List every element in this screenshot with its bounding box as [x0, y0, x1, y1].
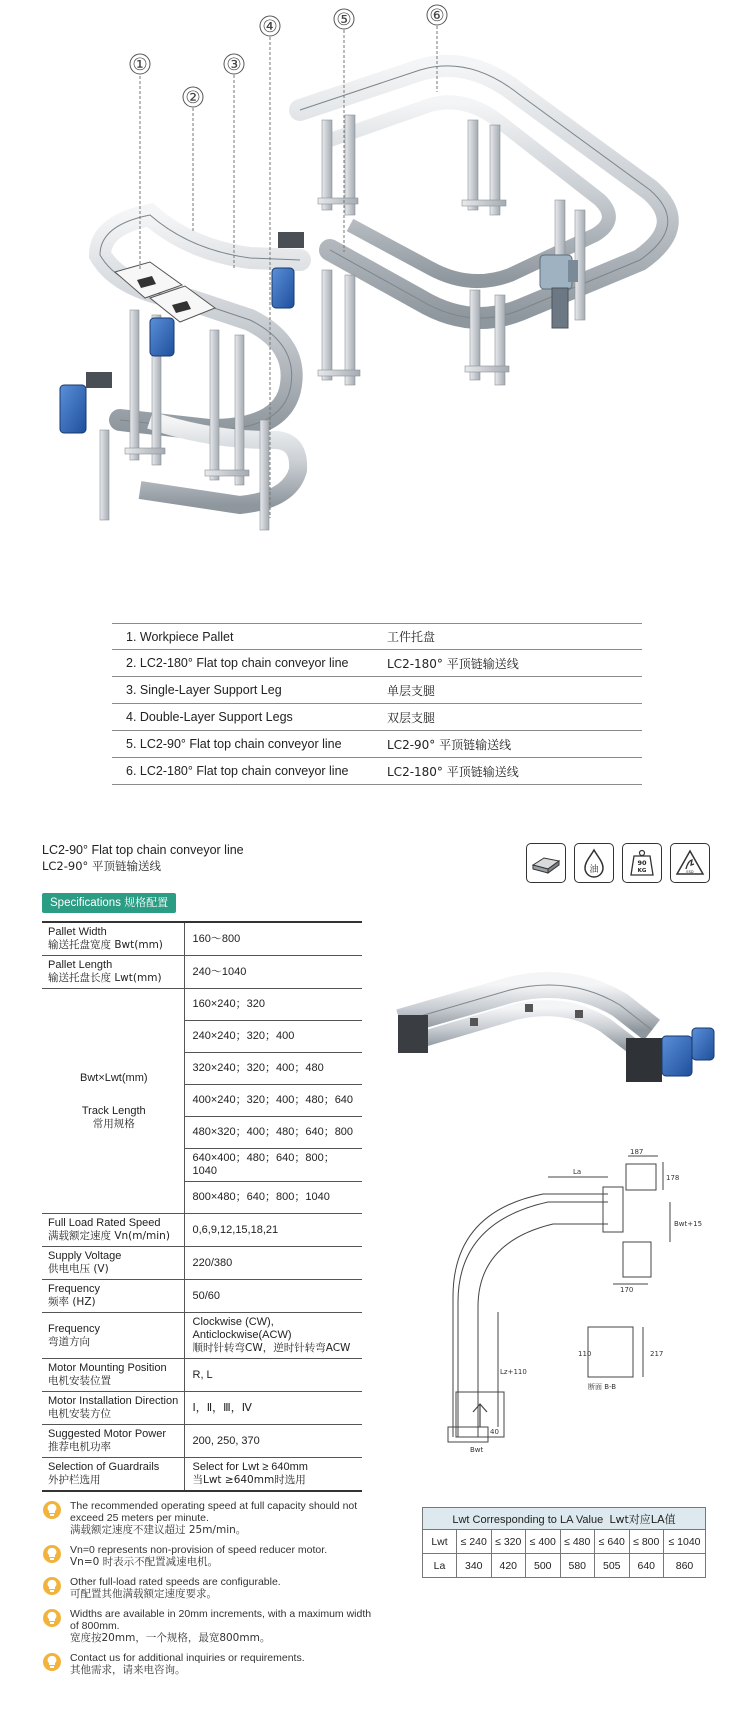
part-name-en: 1. Workpiece Pallet [126, 629, 234, 644]
spec-value: 220/380 [184, 1247, 362, 1280]
spec-key-en: Supply Voltage [48, 1250, 122, 1262]
part-name-cn: LC2-90° 平顶链输送线 [387, 737, 512, 752]
parts-row [112, 731, 642, 758]
spec-value: 240～1040 [184, 956, 362, 989]
spec-key-en: Suggested Motor Power [48, 1428, 167, 1440]
spec-key-en: Frequency [48, 1322, 100, 1335]
la-value-table [422, 1507, 706, 1578]
spec-row-mount-direction [42, 1392, 362, 1425]
la-cell: ≤ 640 [595, 1530, 630, 1554]
dim-170: 170 [620, 1286, 634, 1294]
track-size-label-a: Bwt×Lwt(mm) [79, 1071, 148, 1084]
note-item [42, 1544, 382, 1568]
esd-badge [670, 843, 710, 883]
part-name-en: 4. Double-Layer Support Legs [126, 710, 293, 724]
note-en: Vn=0 represents non-provision of speed reducer motor. [70, 1544, 328, 1556]
svg-text:KG: KG [637, 868, 647, 874]
lightbulb-icon [42, 1576, 62, 1596]
note-cn: 宽度按20mm，一个规格，最宽800mm。 [70, 1632, 271, 1644]
note-en: The recommended operating speed at full capacity should not exceed 25 meters per minute. [70, 1500, 358, 1524]
callout-4: ④ [262, 17, 278, 37]
part-name-en: 5. LC2-90° Flat top chain conveyor line [126, 737, 342, 751]
conveyor-system-drawing [0, 0, 750, 610]
la-cell: 580 [560, 1554, 595, 1578]
dim-bwt: Bwt [470, 1446, 484, 1454]
track-size-value: 640×400；480；640；800；1040 [184, 1149, 362, 1182]
notes-list [42, 1500, 382, 1684]
spec-row-mount-position [42, 1359, 362, 1392]
spec-key-en: Selection of Guardrails [48, 1461, 160, 1473]
note-cn: 可配置其他满载额定速度要求。 [70, 1588, 217, 1600]
spec-row-pallet-length [42, 956, 362, 989]
note-en: Contact us for additional inquiries or requirements. [70, 1652, 305, 1664]
lightbulb-icon [42, 1608, 62, 1628]
spec-value: 200, 250, 370 [184, 1425, 362, 1458]
spec-row-frequency [42, 1280, 362, 1313]
note-item [42, 1500, 382, 1536]
spec-value: 0,6,9,12,15,18,21 [184, 1214, 362, 1247]
la-cell: 420 [491, 1554, 526, 1578]
la-title-en: Lwt Corresponding to LA Value [452, 1513, 604, 1526]
part-name-en: 6. LC2-180° Flat top chain conveyor line [126, 764, 349, 778]
spec-key-en: Full Load Rated Speed [48, 1217, 161, 1229]
spec-key-en: Pallet Length [48, 959, 113, 971]
track-length-cn: 常用规格 [92, 1117, 135, 1130]
dim-lz110: Lz+110 [500, 1368, 527, 1376]
la-table-row-lwt [423, 1530, 706, 1554]
spec-key-cn: 满载额定速度 Vn(m/min) [48, 1230, 170, 1242]
spec-key-cn: 电机安装方位 [48, 1408, 111, 1420]
part-name-en: 3. Single-Layer Support Leg [126, 683, 282, 697]
spec-key-cn: 供电电压 (V) [48, 1263, 109, 1275]
weight-icon [626, 847, 658, 879]
la-row-label: Lwt [423, 1530, 457, 1554]
spec-value-en: Select for Lwt ≥ 640mm [192, 1461, 308, 1473]
spec-key-en: Motor Mounting Position [48, 1362, 167, 1374]
dim-40: 40 [490, 1428, 499, 1436]
la-cell: 860 [664, 1554, 706, 1578]
spec-row-pallet-width [42, 922, 362, 956]
spec-key-cn: 输送托盘长度 Lwt(mm) [48, 972, 162, 984]
spec-value: R, L [184, 1359, 362, 1392]
track-size-value: 320×240；320；400；480 [184, 1053, 362, 1085]
la-cell: 640 [629, 1554, 664, 1578]
note-item [42, 1608, 382, 1644]
track-size-value: 240×240；320；400 [184, 1021, 362, 1053]
la-cell: ≤ 480 [560, 1530, 595, 1554]
dim-bwt15: Bwt+15 [674, 1220, 703, 1228]
oil-badge [574, 843, 614, 883]
la-cell: ≤ 800 [629, 1530, 664, 1554]
spec-key-en: Pallet Width [48, 926, 107, 938]
part-name-cn: 单层支腿 [387, 683, 436, 698]
spec-key-cn: 频率 (HZ) [48, 1296, 96, 1308]
spec-key-cn: 电机安装位置 [48, 1375, 111, 1387]
parts-row [112, 758, 642, 785]
section-bb-label: 断面 B-B [588, 1383, 617, 1391]
dim-187: 187 [630, 1148, 644, 1156]
la-title-cn: Lwt对应LA值 [609, 1512, 676, 1526]
parts-row [112, 623, 642, 650]
curve-conveyor-image [390, 960, 740, 1120]
dim-110: 110 [578, 1350, 592, 1358]
note-cn: 其他需求，请来电咨询。 [70, 1664, 186, 1676]
part-name-cn: 工件托盘 [387, 630, 436, 644]
section-title [42, 842, 244, 874]
part-name-cn: LC2-180° 平顶链输送线 [387, 764, 519, 779]
track-size-value: 400×240；320；400；480；640 [184, 1085, 362, 1117]
oil-drop-icon [578, 847, 610, 879]
parts-list [112, 623, 642, 785]
la-cell: ≤ 240 [457, 1530, 492, 1554]
spec-key-cn: 推荐电机功率 [48, 1441, 111, 1453]
la-table-row-la [423, 1554, 706, 1578]
esd-icon [674, 847, 706, 879]
flat-chain-badge [526, 843, 566, 883]
technical-drawing [438, 1142, 738, 1472]
spec-key-en: Motor Installation Direction [48, 1395, 179, 1407]
curve-conveyor-render [390, 960, 740, 1120]
note-item [42, 1576, 382, 1600]
note-cn: Vn=0 时表示不配置减速电机。 [70, 1556, 219, 1568]
spec-tag-en: Specifications [50, 897, 121, 909]
part-name-en: 2. LC2-180° Flat top chain conveyor line [126, 656, 349, 670]
spec-row-motor-power [42, 1425, 362, 1458]
section-title-cn: LC2-90° 平顶链输送线 [42, 859, 161, 873]
la-row-label: La [423, 1554, 457, 1578]
lightbulb-icon [42, 1544, 62, 1564]
spec-key-cn: 弯道方向 [48, 1335, 90, 1348]
spec-value-en: Clockwise (CW), Anticlockwise(ACW) [192, 1316, 292, 1341]
spec-row-voltage [42, 1247, 362, 1280]
callout-numbers [132, 6, 444, 108]
dimension-drawing [438, 1142, 738, 1472]
specifications-tag [42, 893, 176, 913]
parts-row [112, 704, 642, 731]
lightbulb-icon [42, 1652, 62, 1672]
spec-tag-cn: 规格配置 [124, 896, 169, 909]
conveyor-system-illustration [0, 0, 750, 610]
section-title-en: LC2-90° Flat top chain conveyor line [42, 843, 244, 857]
spec-row-track-size [42, 989, 362, 1021]
track-size-value: 160×240；320 [184, 989, 362, 1021]
la-cell: 505 [595, 1554, 630, 1578]
weight-badge [622, 843, 662, 883]
la-table-header [423, 1508, 706, 1530]
parts-row [112, 677, 642, 704]
callout-3: ③ [226, 55, 242, 75]
spec-row-guardrail [42, 1458, 362, 1492]
callout-1: ① [132, 55, 148, 75]
la-cell: ≤ 1040 [664, 1530, 706, 1554]
note-en: Widths are available in 20mm increments, with a maximum width of 800mm. [70, 1608, 372, 1632]
callout-6: ⑥ [429, 6, 445, 26]
la-cell: ≤ 400 [526, 1530, 561, 1554]
parts-row [112, 650, 642, 677]
track-length-en: Track Length [81, 1104, 146, 1117]
note-en: Other full-load rated speeds are configurable. [70, 1576, 281, 1588]
callout-circles [130, 5, 447, 107]
track-size-label [42, 989, 184, 1214]
spec-value-cn: 顺时针转弯CW，逆时针转弯ACW [192, 1342, 351, 1354]
dim-178: 178 [666, 1174, 680, 1182]
feature-badges [526, 843, 710, 883]
spec-row-curve-direction [42, 1313, 362, 1359]
la-cell: ≤ 320 [491, 1530, 526, 1554]
dim-217: 217 [650, 1350, 664, 1358]
track-size-value: 480×320；400；480；640；800 [184, 1117, 362, 1149]
callout-5: ⑤ [336, 10, 352, 30]
callout-2: ② [185, 88, 201, 108]
note-cn: 满载额定速度不建议超过 25m/min。 [70, 1524, 247, 1536]
spec-key-cn: 输送托盘宽度 Bwt(mm) [48, 939, 163, 951]
esd-label: ESD [686, 870, 694, 874]
la-cell: 500 [526, 1554, 561, 1578]
spec-value: 160～800 [184, 922, 362, 956]
dim-la: La [573, 1168, 582, 1176]
flat-chain-icon [530, 847, 562, 879]
spec-key-en: Frequency [48, 1283, 100, 1295]
spec-key-cn: 外护栏选用 [48, 1474, 101, 1486]
spec-table [42, 921, 362, 1492]
part-name-cn: LC2-180° 平顶链输送线 [387, 656, 519, 671]
spec-value: 50/60 [184, 1280, 362, 1313]
oil-label: 油 [589, 865, 599, 875]
spec-value: Ⅰ，Ⅱ，Ⅲ，Ⅳ [184, 1392, 362, 1425]
spec-row-speed [42, 1214, 362, 1247]
lightbulb-icon [42, 1500, 62, 1520]
svg-text:90: 90 [637, 859, 647, 867]
note-item [42, 1652, 382, 1676]
track-size-value: 800×480；640；800；1040 [184, 1182, 362, 1214]
la-cell: 340 [457, 1554, 492, 1578]
spec-value-cn: 当Lwt ≥640mm时选用 [192, 1474, 306, 1486]
part-name-cn: 双层支腿 [387, 710, 436, 725]
